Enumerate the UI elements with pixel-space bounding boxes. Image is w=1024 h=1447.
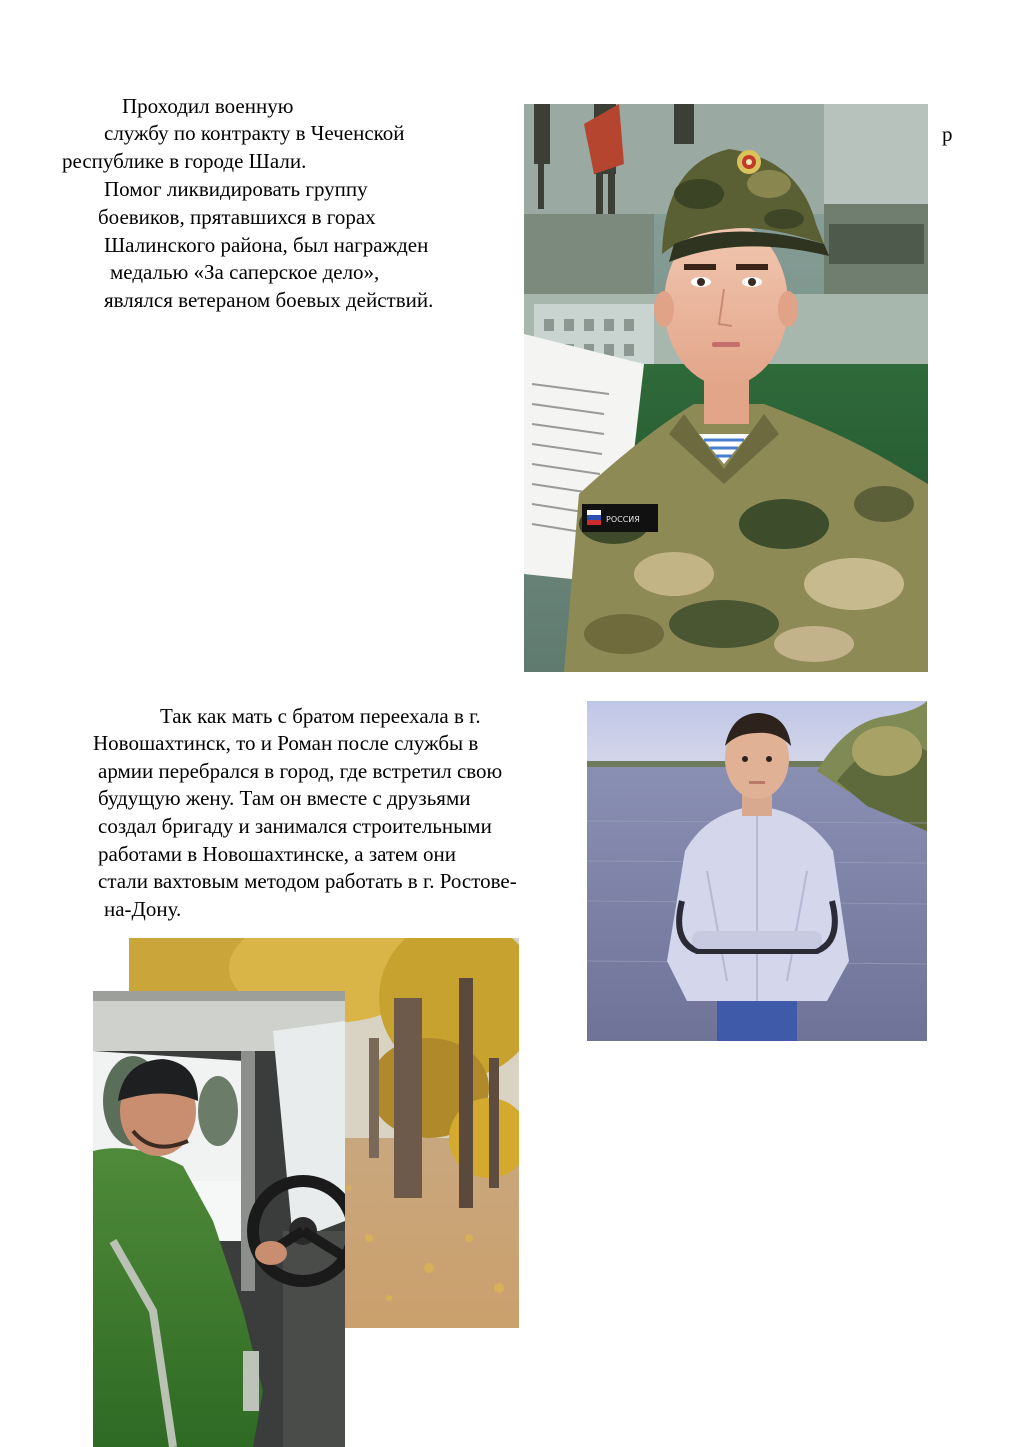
text-line: работами в Новошахтинске, а затем они [98, 842, 456, 866]
text-line: создал бригаду и занимался строительными [98, 814, 492, 838]
text-line: будущую жену. Там он вместе с друзьями [98, 786, 471, 810]
text-line: армии перебрался в город, где встретил свою [98, 759, 503, 783]
text-line: республике в городе Шали. [62, 149, 307, 173]
text-line: Проходил военную [122, 94, 294, 118]
text-line: службу по контракту в Чеченской [104, 121, 405, 145]
river-portrait-photo [587, 701, 927, 1041]
text-line: медалью «За саперское дело», [110, 260, 380, 284]
driver-photo [93, 991, 345, 1447]
text-line: стали вахтовым методом работать в г. Ростове- [98, 869, 517, 893]
soldier-portrait-photo [524, 104, 928, 672]
text-line: боевиков, прятавшихся в горах [98, 205, 376, 229]
text-line: Так как мать с братом переехала в г. [160, 704, 481, 728]
text-line: Шалинского района, был награжден [104, 233, 429, 257]
text-line: р [942, 122, 953, 146]
badge-text: РОССИЯ [606, 515, 640, 524]
text-line: Новошахтинск, то и Роман после службы в [93, 731, 479, 755]
text-line: на-Дону. [104, 897, 182, 921]
text-line: являлся ветераном боевых действий. [104, 288, 434, 312]
text-line: Помог ликвидировать группу [104, 177, 368, 201]
